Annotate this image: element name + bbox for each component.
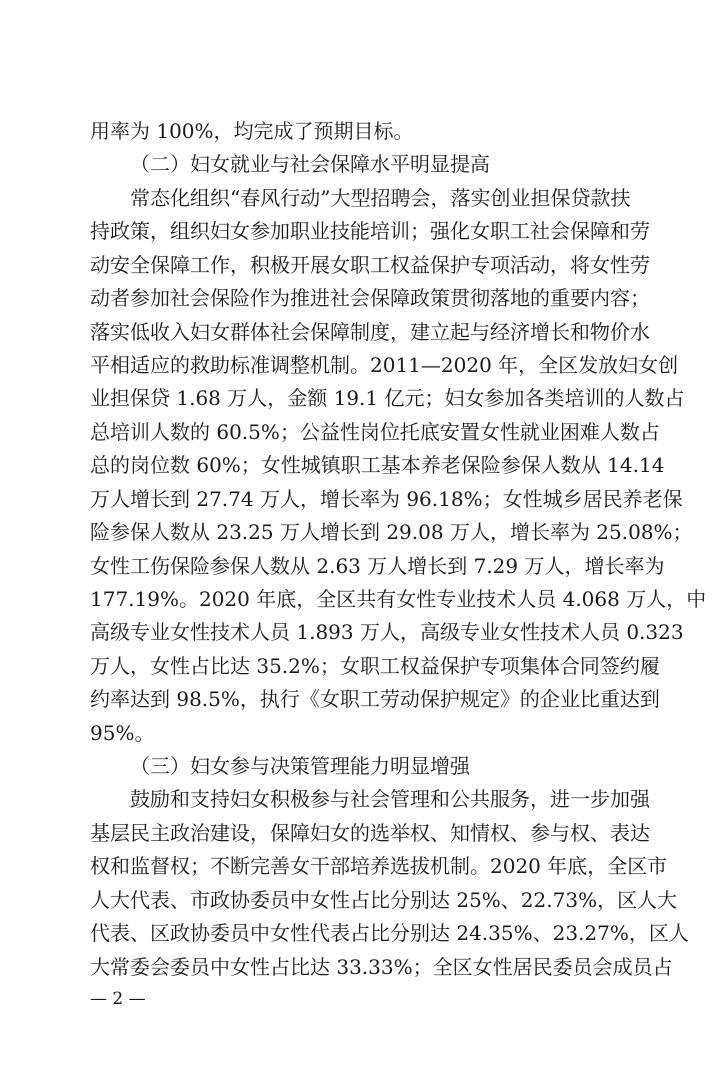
paragraph-line: 持政策，组织妇女参加职业技能培训；强化女职工社会保障和劳 xyxy=(90,219,650,243)
paragraph-line: 基层民主政治建设，保障妇女的选举权、知情权、参与权、表达 xyxy=(90,821,650,845)
paragraph-line: 万人，女性占比达 35.2%；女职工权益保护专项集体合同签约履 xyxy=(90,654,660,678)
paragraph-line: 万人增长到 27.74 万人，增长率为 96.18%；女性城乡居民养老保 xyxy=(90,487,683,511)
paragraph-line: 动者参加社会保险作为推进社会保障政策贯彻落地的重要内容； xyxy=(90,286,650,310)
paragraph-line: 业担保贷 1.68 万人，金额 19.1 亿元；妇女参加各类培训的人数占 xyxy=(90,386,685,410)
page-number: — 2 — xyxy=(90,989,146,1009)
paragraph-line: 平相适应的救助标准调整机制。2011—2020 年，全区发放妇女创 xyxy=(90,353,679,377)
paragraph-line: 大常委会委员中女性占比达 33.33%；全区女性居民委员会成员占 xyxy=(90,955,673,979)
section-heading-3: （三）妇女参与决策管理能力明显增强 xyxy=(130,754,470,778)
paragraph-line: 鼓励和支持妇女积极参与社会管理和公共服务，进一步加强 xyxy=(130,787,650,811)
paragraph-line: 权和监督权；不断完善女干部培养选拔机制。2020 年底，全区市 xyxy=(90,854,668,878)
section-heading-2: （二）妇女就业与社会保障水平明显提高 xyxy=(130,152,490,176)
paragraph-line: 高级专业女性技术人员 1.893 万人，高级专业女性技术人员 0.323 xyxy=(90,620,684,644)
paragraph-line: 落实低收入妇女群体社会保障制度，建立起与经济增长和物价水 xyxy=(90,320,650,344)
paragraph-line: 约率达到 98.5%，执行《女职工劳动保护规定》的企业比重达到 xyxy=(90,687,660,711)
paragraph-line: 95%。 xyxy=(90,721,155,745)
paragraph-line: 总的岗位数 60%；女性城镇职工基本养老保险参保人数从 14.14 xyxy=(90,453,665,477)
paragraph-line: 用率为 100%，均完成了预期目标。 xyxy=(90,119,414,143)
paragraph-line: 人大代表、市政协委员中女性占比分别达 25%、22.73%，区人大 xyxy=(90,888,678,912)
paragraph-line: 险参保人数从 23.25 万人增长到 29.08 万人，增长率为 25.08%； xyxy=(90,520,693,544)
paragraph-line: 动安全保障工作，积极开展女职工权益保护专项活动，将女性劳 xyxy=(90,253,650,277)
paragraph-line: 177.19%。2020 年底，全区共有女性专业技术人员 4.068 万人，中 xyxy=(90,587,707,611)
paragraph-line: 常态化组织“春风行动”大型招聘会，落实创业担保贷款扶 xyxy=(130,186,631,210)
paragraph-line: 女性工伤保险参保人数从 2.63 万人增长到 7.29 万人，增长率为 xyxy=(90,554,665,578)
paragraph-line: 总培训人数的 60.5%；公益性岗位托底安置女性就业困难人数占 xyxy=(90,420,660,444)
paragraph-line: 代表、区政协委员中女性代表占比分别达 24.35%、23.27%，区人 xyxy=(90,921,689,945)
